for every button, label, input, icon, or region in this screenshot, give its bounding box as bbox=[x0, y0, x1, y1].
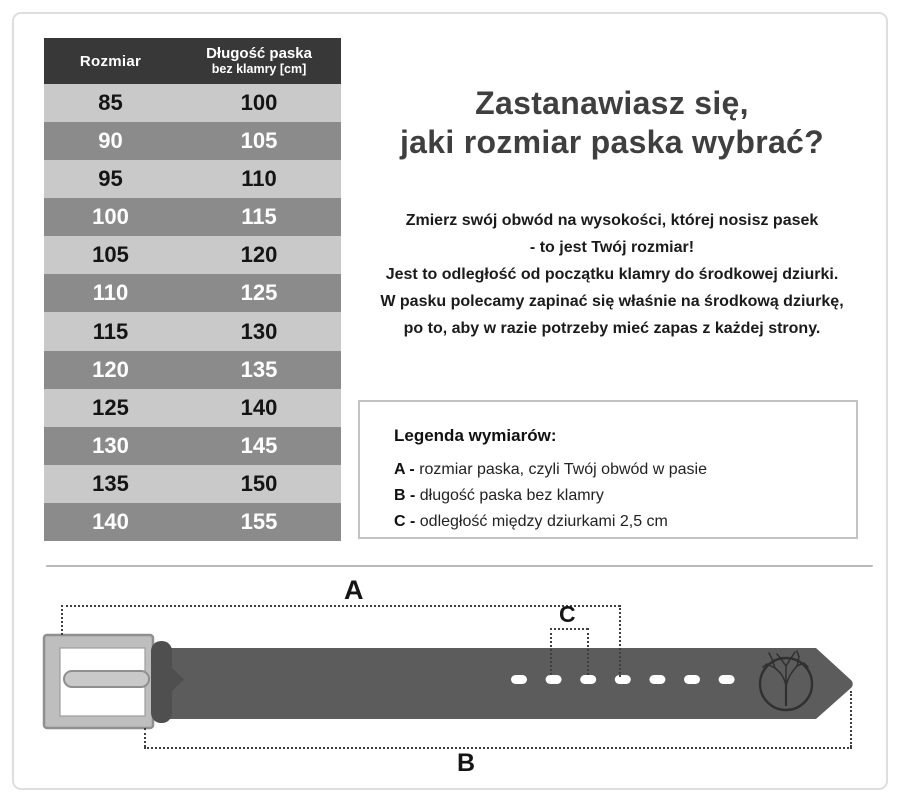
legend-item-b bbox=[394, 483, 846, 509]
length-cell: 115 bbox=[241, 204, 277, 230]
instructions-line3: Jest to odległość od początku klamry do środkowej dziurki. bbox=[385, 266, 839, 283]
table-row bbox=[44, 389, 341, 427]
length-cell: 105 bbox=[240, 128, 278, 154]
size-cell: 140 bbox=[92, 508, 129, 534]
size-cell: 85 bbox=[98, 90, 123, 116]
dimension-b-left-tick bbox=[144, 728, 146, 747]
length-cell: 125 bbox=[240, 280, 278, 306]
size-cell: 120 bbox=[92, 356, 129, 382]
length-cell: 140 bbox=[240, 394, 278, 420]
dimension-b-line bbox=[144, 747, 852, 749]
dimension-legend bbox=[358, 400, 858, 539]
belt-hole bbox=[615, 675, 631, 684]
belt-hole bbox=[719, 675, 735, 684]
measure-instructions bbox=[342, 207, 882, 342]
instructions-line1: Zmierz swój obwód na wysokości, której nosisz pasek bbox=[405, 212, 819, 229]
table-row bbox=[44, 160, 341, 198]
length-cell: 100 bbox=[240, 90, 278, 116]
length-cell: 155 bbox=[240, 508, 278, 534]
instructions-line2: - to jest Twój rozmiar! bbox=[529, 239, 695, 256]
dimension-c-left-tick bbox=[550, 628, 552, 675]
dimension-b-right-tick bbox=[850, 691, 852, 747]
table-row bbox=[44, 312, 341, 350]
length-cell: 135 bbox=[240, 356, 278, 382]
size-cell: 125 bbox=[92, 394, 129, 420]
page-title-line1: Zastanawiasz się, bbox=[475, 85, 749, 121]
belt-diagram bbox=[0, 560, 900, 802]
legend-key-c: C - bbox=[394, 513, 416, 530]
length-cell: 120 bbox=[240, 242, 278, 268]
belt-hole bbox=[546, 675, 562, 684]
dimension-c-right-tick bbox=[587, 628, 589, 675]
length-cell: 130 bbox=[240, 318, 278, 344]
size-cell: 115 bbox=[92, 318, 129, 344]
dimension-label-b: B bbox=[457, 749, 476, 777]
size-cell: 105 bbox=[92, 242, 129, 268]
length-cell: 110 bbox=[241, 166, 277, 192]
instructions-line4: W pasku polecamy zapinać się właśnie na środkową dziurkę, bbox=[380, 293, 844, 310]
table-row bbox=[44, 274, 341, 312]
table-row bbox=[44, 427, 341, 465]
instructions-line5: po to, aby w razie potrzeby mieć zapas z każdej strony. bbox=[403, 320, 821, 337]
dimension-a-right-tick bbox=[619, 605, 621, 677]
size-cell: 130 bbox=[92, 432, 129, 458]
legend-item-a bbox=[394, 457, 846, 483]
legend-item-c bbox=[394, 509, 846, 535]
page-title-line2: jaki rozmiar paska wybrać? bbox=[399, 124, 824, 160]
header-length-column bbox=[177, 38, 341, 84]
belt-hole bbox=[684, 675, 700, 684]
legend-text-c: odległość między dziurkami 2,5 cm bbox=[419, 513, 668, 530]
dimension-label-c: C bbox=[559, 601, 576, 627]
belt-hole bbox=[511, 675, 527, 684]
belt-hole bbox=[649, 675, 665, 684]
header-length-line1: Długość paska bbox=[206, 45, 312, 63]
legend-text-b: długość paska bez klamry bbox=[419, 487, 604, 504]
belt-loop bbox=[151, 641, 172, 723]
size-cell: 135 bbox=[92, 470, 129, 496]
size-cell: 100 bbox=[92, 204, 129, 230]
length-cell: 145 bbox=[240, 432, 278, 458]
legend-key-a: A - bbox=[394, 461, 415, 478]
table-row bbox=[44, 84, 341, 122]
buckle-prong bbox=[64, 671, 149, 687]
belt-hole bbox=[580, 675, 596, 684]
size-cell: 110 bbox=[92, 280, 129, 306]
table-row bbox=[44, 198, 341, 236]
belt-strap bbox=[158, 648, 853, 719]
dimension-a-line bbox=[61, 605, 620, 607]
legend-text-a: rozmiar paska, czyli Twój obwód w pasie bbox=[419, 461, 708, 478]
dimension-a-left-tick bbox=[61, 605, 63, 635]
length-cell: 150 bbox=[240, 470, 278, 496]
dimension-c-line bbox=[550, 628, 588, 630]
size-table-rows bbox=[44, 84, 341, 541]
header-size-column: Rozmiar bbox=[79, 52, 142, 70]
table-row bbox=[44, 503, 341, 541]
size-cell: 95 bbox=[98, 166, 123, 192]
header-length-line2: bez klamry [cm] bbox=[211, 62, 307, 77]
size-cell: 90 bbox=[98, 128, 123, 154]
table-row bbox=[44, 351, 341, 389]
page-title bbox=[347, 84, 877, 162]
table-row bbox=[44, 236, 341, 274]
legend-key-b: B - bbox=[394, 487, 416, 504]
size-table bbox=[44, 38, 341, 541]
legend-title: Legenda wymiarów: bbox=[394, 426, 557, 445]
table-row bbox=[44, 122, 341, 160]
dimension-label-a: A bbox=[344, 575, 364, 605]
table-row bbox=[44, 465, 341, 503]
size-table-header bbox=[44, 38, 341, 84]
